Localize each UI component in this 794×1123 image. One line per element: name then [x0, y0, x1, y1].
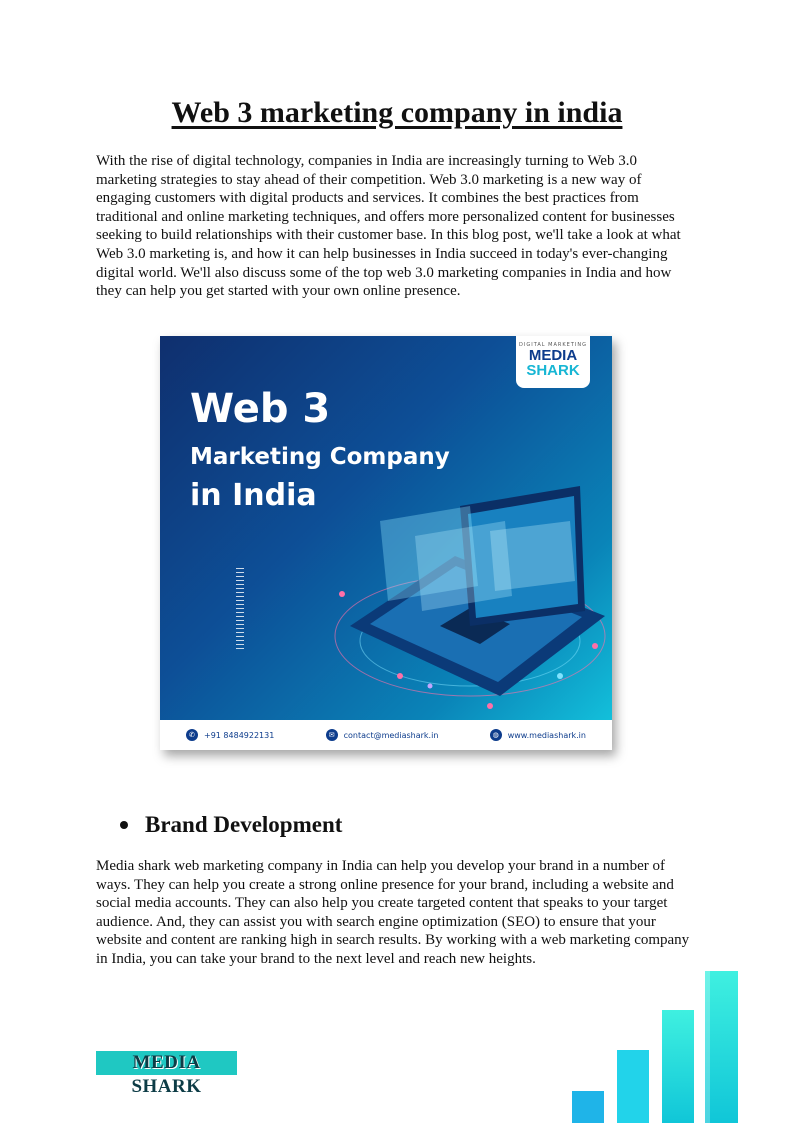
website-url: www.mediashark.in: [507, 730, 586, 740]
section-paragraph: Media shark web marketing company in India can help you develop your brand in a number of ways. They can help you create a strong online presence for your brand, including a website and social media accounts. They can also help you create targeted content that speaks to your target audience. And, they can assist you with search engine optimization (SEO) to ensure that your website and content are ranking high in search results. By working with a web marketing company in India, you can take your brand to the next level and reach new heights.: [96, 858, 690, 967]
banner-headline-3: in India: [190, 478, 317, 513]
page-title: Web 3 marketing company in india: [171, 96, 623, 129]
phone-icon: ✆: [186, 729, 198, 741]
intro-paragraph: With the rise of digital technology, companies in India are increasingly turning to Web 3.0 marketing strategies to stay ahead of their competition. Web 3.0 marketing is a new way of engaging customers with digital products and services. It combines the best practices from traditional and online marketing techniques, and offers more personalized content for businesses seeking to build relationships with their customer base. In this blog post, we'll take a look at what Web 3.0 marketing is, and how it can help businesses in India succeed in today's ever-changing digital world. We'll also discuss some of the top web 3.0 marketing companies in India and how they can help you get started with your own online presence.: [96, 153, 681, 300]
logo-tagline: DIGITAL MARKETING: [519, 342, 587, 348]
mail-icon: ✉: [326, 729, 338, 741]
globe-icon: ◍: [490, 729, 502, 741]
section-heading-text: Brand Development: [145, 812, 343, 837]
email-address: contact@mediashark.in: [343, 730, 439, 740]
phone-number: +91 8484922131: [204, 730, 275, 740]
logo-line-1: MEDIA: [528, 347, 578, 364]
logo-line-2: SHARK: [526, 362, 580, 379]
banner-headline-1: Web 3: [190, 386, 331, 432]
banner-headline-2: Marketing Company: [190, 444, 450, 470]
footer-brand-text: MEDIA SHARK: [131, 1052, 202, 1097]
